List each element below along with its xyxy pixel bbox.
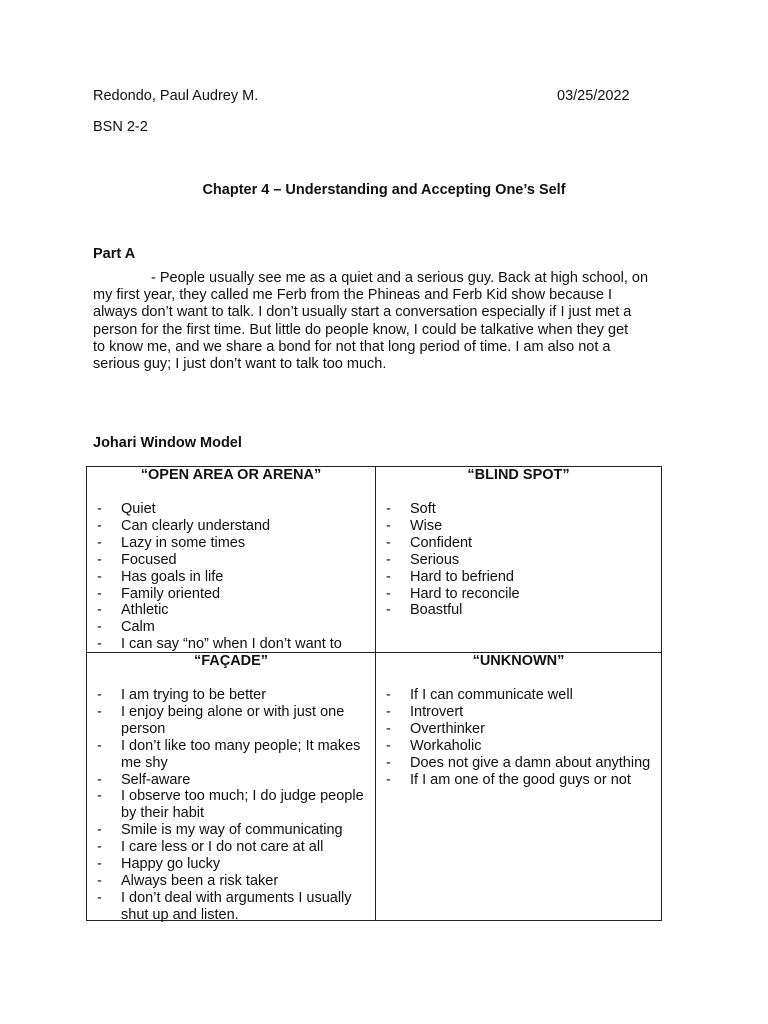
list-item: - I care less or I do not care at all	[87, 839, 375, 856]
list-item: - Quiet	[87, 501, 375, 518]
list-item: - Happy go lucky	[87, 856, 375, 873]
list-item: - Self-aware	[87, 772, 375, 789]
paragraph-line: to know me, and we share a bond for not that long period of time. I am also not a	[93, 338, 611, 355]
paragraph-line: - People usually see me as a quiet and a serious guy. Back at high school, on	[151, 270, 649, 286]
quadrant-heading: “BLIND SPOT”	[467, 467, 570, 483]
list-item: - Lazy in some times	[87, 535, 375, 552]
list-item: - Confident	[376, 535, 661, 552]
quadrant-blind-spot	[376, 467, 661, 653]
list-item: - Smile is my way of communicating	[87, 822, 375, 839]
list-item: - Focused	[87, 552, 375, 569]
quadrant-facade	[87, 653, 376, 923]
quadrant-list	[376, 501, 661, 619]
paragraph-line: person for the first time. But little do people know, I could be talkative when they get	[93, 321, 629, 338]
list-item: - Overthinker	[376, 721, 661, 738]
list-item: - Hard to befriend	[376, 569, 661, 586]
list-item: - I observe too much; I do judge people by their habit	[87, 788, 375, 822]
section-code: BSN 2-2	[93, 119, 148, 135]
paragraph-line: always don’t want to talk. I don’t usually start a conversation especially if I just met a	[93, 304, 632, 321]
quadrant-open-area	[87, 467, 376, 653]
list-item: - I am trying to be better	[87, 687, 375, 704]
list-item: - I don’t deal with arguments I usually shut up and listen.	[87, 890, 375, 924]
list-item: - I can say “no” when I don’t want to	[87, 636, 375, 653]
johari-title: Johari Window Model	[93, 435, 242, 451]
quadrant-heading: “FAÇADE”	[193, 653, 269, 669]
list-item: - Calm	[87, 619, 375, 636]
paragraph-line: my first year, they called me Ferb from the Phineas and Ferb Kid show because I	[93, 287, 613, 304]
list-item: - Always been a risk taker	[87, 873, 375, 890]
list-item: - Hard to reconcile	[376, 586, 661, 603]
quadrant-list	[376, 687, 661, 788]
list-item: - Boastful	[376, 602, 661, 619]
list-item: - Workaholic	[376, 738, 661, 755]
list-item: - Introvert	[376, 704, 661, 721]
list-item: - Serious	[376, 552, 661, 569]
quadrant-heading: “UNKNOWN”	[472, 653, 565, 669]
quadrant-heading: “OPEN AREA OR ARENA”	[140, 467, 322, 483]
list-item: - If I can communicate well	[376, 687, 661, 704]
list-item: - I enjoy being alone or with just one person	[87, 704, 375, 738]
list-item: - Soft	[376, 501, 661, 518]
quadrant-list	[87, 501, 375, 653]
list-item: - Family oriented	[87, 586, 375, 603]
part-a-paragraph	[93, 270, 673, 373]
list-item: - If I am one of the good guys or not	[376, 772, 661, 789]
list-item: - I don’t like too many people; It makes me shy	[87, 738, 375, 772]
part-a-heading: Part A	[93, 246, 136, 262]
quadrant-unknown	[376, 653, 661, 920]
chapter-title: Chapter 4 – Understanding and Accepting One’s Self	[202, 182, 566, 198]
list-item: - Can clearly understand	[87, 518, 375, 535]
johari-window-table	[86, 466, 662, 921]
list-item: - Wise	[376, 518, 661, 535]
paragraph-line: serious guy; I just don’t want to talk too much.	[93, 356, 387, 373]
quadrant-list	[87, 687, 375, 924]
document-date: 03/25/2022	[557, 88, 630, 104]
author-name: Redondo, Paul Audrey M.	[93, 88, 259, 104]
list-item: - Has goals in life	[87, 569, 375, 586]
list-item: - Does not give a damn about anything	[376, 755, 661, 772]
list-item: - Athletic	[87, 602, 375, 619]
